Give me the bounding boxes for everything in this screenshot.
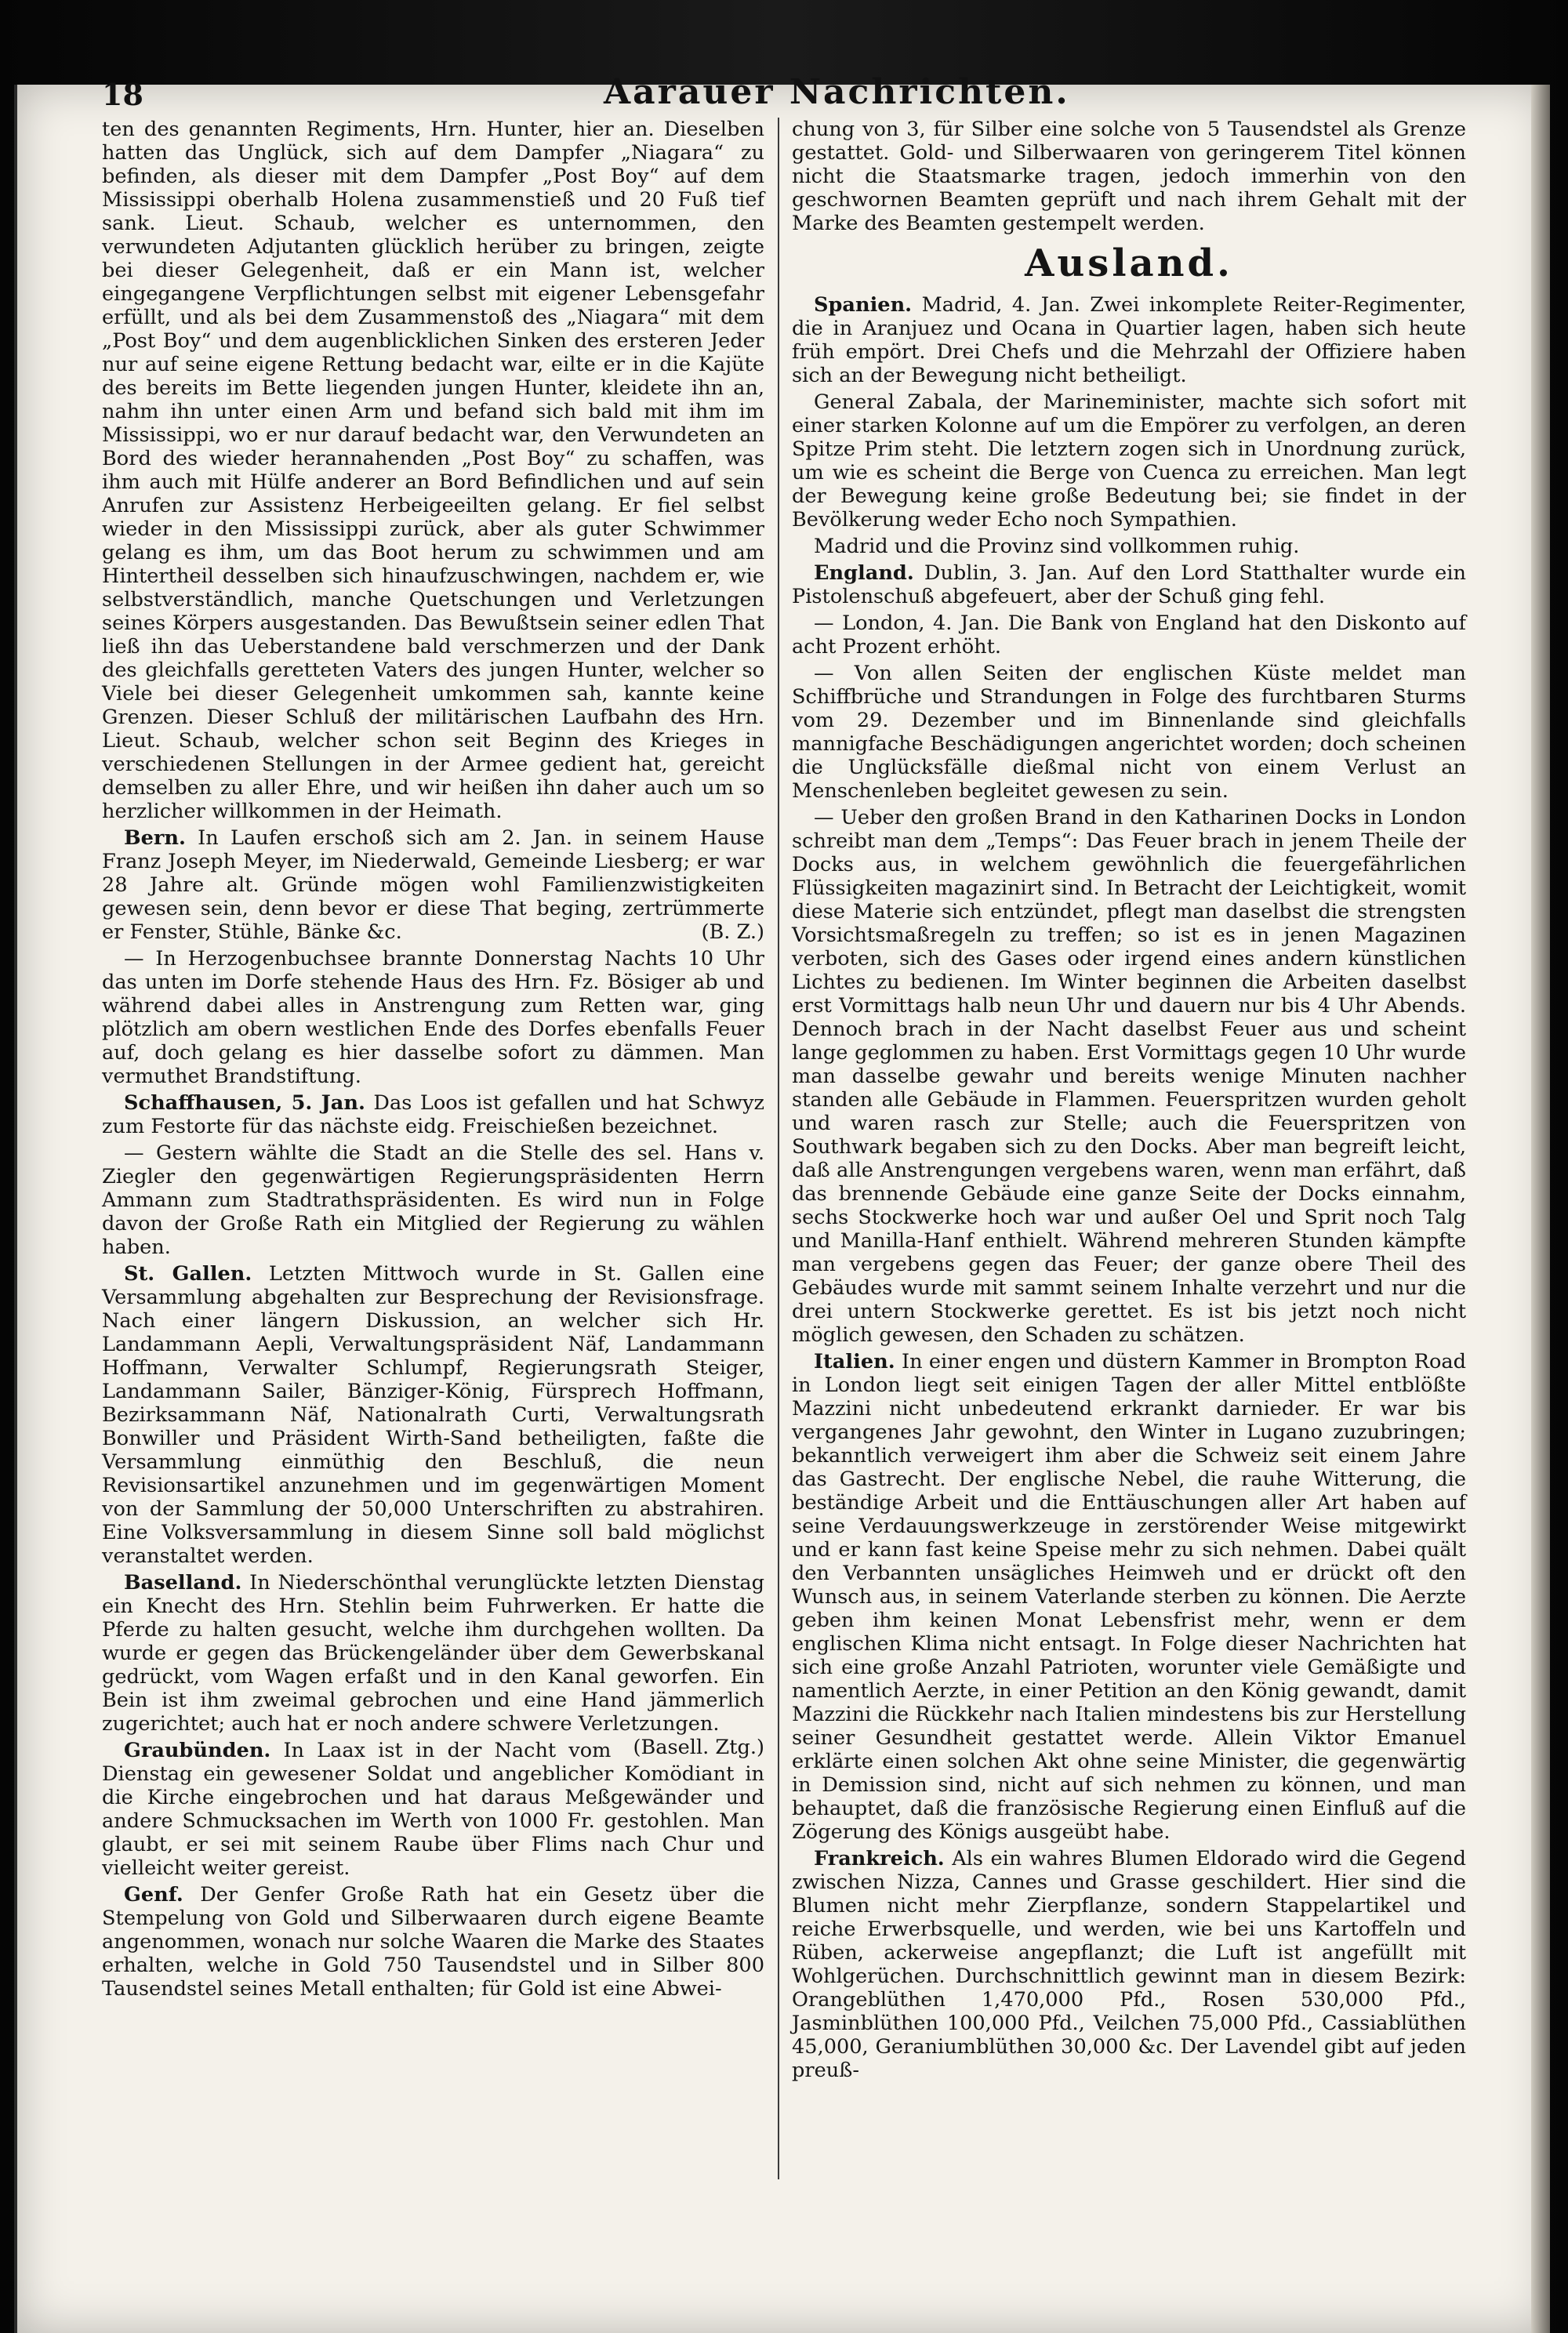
section-title-ausland: Ausland. (1025, 241, 1233, 285)
article-spanien-text: Madrid, 4. Jan. Zwei inkomplete Reiter-Regimenter, die in Aranjuez und Ocana in Quartier lagen, haben sich heute früh empört. Drei Chefs und die Mehrzahl der Offiziere haben sich an der Bewegung nicht betheiligt. (792, 293, 1467, 387)
newspaper-title: Aarauer Nachrichten. (604, 72, 1070, 112)
dateline-genf: Genf. (124, 1883, 183, 1907)
article-graubuenden (102, 1739, 764, 1880)
article-london: — London, 4. Jan. Die Bank von England hat den Diskonto auf acht Prozent erhöht. (792, 611, 1466, 659)
article-madrid: Madrid und die Provinz sind vollkommen ruhig. (814, 535, 1300, 558)
article-genf-text: Der Genfer Große Rath hat ein Gesetz über die Stempelung von Gold und Silberwaaren durch eigene Beamte angenommen, wonach nur solche Waaren die Marke des Staates erhalten, welche in Gold 750 Tausendstel und in Silber 800 Tausendstel seines Metall enthalten; für Gold ist eine Abwei- (102, 1883, 764, 2001)
article-herzogenbuchsee: — In Herzogenbuchsee brannte Donnerstag Nachts 10 Uhr das unten im Dorfe stehende Haus des Hrn. Fz. Bösiger ab und während dabei alles in Anstrengung zum Retten war, ging plötzlich am obern westlichen Ende des Dorfes ebenfalls Feuer auf, doch gelang es hier dasselbe sofort zu dämmen. Man vermuthet Brandstiftung. (102, 947, 764, 1088)
page-number: 18 (102, 77, 143, 112)
article-bern (102, 826, 764, 944)
article-italien-text: In einer engen und düstern Kammer in Brompton Road in London liegt seit einigen Tagen der aller Mittel entblößte Mazzini nicht unbedeutend erkrankt darnieder. Er war bis vergangenes Jahr gewohnt, den Winter in Lugano zuzubringen; bekanntlich verweigert ihm aber die Schweiz seit einem Jahre das Gastrecht. Der englische Nebel, die rauhe Witterung, die beständige Arbeit und die Enttäuschungen aller Art haben auf seine Verdauungswerkzeuge in zerstörender Weise mitgewirkt und er kann fast keine Speise mehr zu sich nehmen. Dabei quält den Verbannten unsägliches Heimweh und er drückt oft den Wunsch aus, in seinem Vaterlande sterben zu können. Die Aerzte geben ihm keinen Monat Lebensfrist mehr, wenn er dem englischen Klima nicht entsagt. In Folge dieser Nachrichten hat sich eine große Anzahl Patrioten, worunter viele Gemäßigte und namentlich Aerzte, in einer Petition an den König gewandt, damit Mazzini die Rückkehr nach Italien mindestens bis zur Herstellung seiner Gesundheit gestattet werde. Allein Viktor Emanuel erklärte einen solchen Akt ohne seine Minister, die gegenwärtig in Demission sind, nicht auf sich nehmen zu können, und man behauptet, daß die französische Regierung einen Einfluß auf die Zögerung des Königs ausgeübt habe. (792, 1350, 1466, 1844)
dateline-spanien: Spanien. (814, 293, 913, 317)
right-column (792, 118, 1466, 2085)
article-spanien (792, 293, 1466, 387)
article-docks: — Ueber den großen Brand in den Katharinen Docks in London schreibt man dem „Temps“: Das Feuer brach in jenem Theile der Docks aus, in welchem gewöhnlich die feuergefährlichen Flüssigkeiten magazinirt sind. In Betracht der Leichtigkeit, womit diese Materie sich entzündet, pflegt man daselbst die strengsten Vorsichtsmaßregeln zu treffen; so ist es in jenen Magazinen verboten, sich des Gases oder irgend eines andern künstlichen Lichtes zu bedienen. Im Winter beginnen die Arbeiten daselbst erst Vormittags halb neun Uhr und dauern nur bis 4 Uhr Abends. Dennoch brach in der Nacht daselbst Feuer aus und scheint lange geglommen zu haben. Erst Vormittags gegen 10 Uhr wurde man dasselbe gewahr und bereits wenige Minuten nachher standen alle Gebäude in Flammen. Feuerspritzen wurden geholt und waren rasch zur Stelle; auch die Feuerspritzen von Southwark begaben sich zu den Docks. Aber man begreift leicht, daß alle Anstrengungen vergebens waren, wenn man erfährt, daß das brennende Gebäude eine ganze Seite der Docks einnahm, sechs Stockwerke hoch war und außer Oel und Sprit noch Talg und Manilla-Hanf enthielt. Während mehreren Stunden kämpfte man vergebens gegen das Feuer; der ganze obere Theil des Gebäudes wurde mit sammt seinem Inhalte verzehrt und nur die drei untern Stockwerke gerettet. Es ist bis jetzt noch nicht möglich gewesen, den Schaden zu schätzen. (792, 806, 1466, 1347)
dateline-stgallen: St. Gallen. (124, 1262, 252, 1286)
article-stgallen (102, 1262, 764, 1568)
article-genf (102, 1883, 764, 2001)
dateline-frankreich: Frankreich. (814, 1847, 945, 1870)
source-baselland: (Basell. Ztg.) (633, 1736, 764, 1759)
article-hunter: ten des genannten Regiments, Hrn. Hunter, hier an. Dieselben hatten das Unglück, sich auf dem Dampfer „Niagara“ zu befinden, als dieser mit dem Dampfer „Post Boy“ auf dem Mississippi oberhalb Holena zusammenstieß und 20 Fuß tief sank. Lieut. Schaub, welcher es unternommen, den verwundeten Adjutanten glücklich herüber zu bringen, zeigte bei dieser Gelegenheit, daß er ein Mann ist, welcher eingegangene Verpflichtungen selbst mit eigener Lebensgefahr erfüllt, und als bei dem Zusammenstoß des „Niagara“ mit dem „Post Boy“ und dem augenblicklichen Sinken des ersteren Jeder nur auf seine eigene Rettung bedacht war, eilte er in die Kajüte des bereits im Bette liegenden jungen Hunter, kleidete ihn an, nahm ihn unter einen Arm und befand sich bald mit ihm im Mississippi, wo er nur darauf bedacht war, den Verwundeten an Bord des wieder herannahenden „Post Boy“ zu schaffen, was ihm auch mit Hülfe anderer an Bord Befindlichen und auf sein Anrufen zur Assistenz Herbeigeeilten gelang. Er fiel selbst wieder in den Mississippi zurück, aber als guter Schwimmer gelang es ihm, um das Boot herum zu schwimmen und am Hintertheil desselben sich hinaufzuschwingen, nachdem er, wie selbstverständlich, manche Quetschungen und Verletzungen seines Körpers ausgestanden. Das Bewußtsein seiner edlen That ließ ihn das Ueberstandene bald verschmerzen und der Dank des gleichfalls geretteten Vaters des jungen Hunter, welcher so Viele bei dieser Gelegenheit umkommen sah, kannte keine Grenzen. Dieser Schluß der militärischen Laufbahn des Hrn. Lieut. Schaub, welcher schon seit Beginn des Krieges in verschiedenen Stellungen in der Armee gedient hat, gereicht demselben zu aller Ehre, und wir heißen ihn daher auch um so herzlicher willkommen in der Heimath. (102, 118, 764, 823)
article-italien (792, 1350, 1466, 1844)
dateline-graubuenden: Graubünden. (124, 1739, 271, 1762)
article-graubuenden-text: In Laax ist in der Nacht vom Dienstag ein gewesener Soldat und angeblicher Komödiant in die Kirche eingebrochen und hat daraus Meßgewänder und andere Schmucksachen im Werth von 1000 Fr. gestohlen. Man glaubt, er sei mit seinem Raube über Flims nach Chur und vielleicht weiter gereist. (102, 1739, 764, 1880)
article-schaffhausen (102, 1091, 764, 1138)
article-schaffhausen-text: Das Loos ist gefallen und hat Schwyz zum Festorte für das nächste eidg. Freischießen bezeichnet. (102, 1091, 765, 1138)
article-england-text: Dublin, 3. Jan. Auf den Lord Statthalter wurde ein Pistolenschuß abgefeuert, aber der Schuß ging fehl. (792, 561, 1466, 608)
article-gestern: — Gestern wählte die Stadt an die Stelle des sel. Hans v. Ziegler den gegenwärtigen Regierungspräsidenten Herrn Ammann zum Stadtrathspräsidenten. Es wird nun in Folge davon der Große Rath ein Mitglied der Regierung zu wählen haben. (102, 1141, 764, 1259)
article-england (792, 561, 1466, 608)
page-spine-shadow (1531, 85, 1550, 2333)
article-kueste: — Von allen Seiten der englischen Küste meldet man Schiffbrüche und Strandungen in Folge des furchtbaren Sturms vom 29. Dezember und im Binnenlande sind gleichfalls mannigfache Beschädigungen angerichtet worden; doch scheinen die Unglücksfälle dießmal nicht von einem Verlust an Menschenleben begleitet gewesen zu sein. (792, 662, 1466, 803)
dateline-baselland: Baselland. (124, 1571, 242, 1595)
article-genf-continued: chung von 3, für Silber eine solche von 5 Tausendstel als Grenze gestattet. Gold- und Silberwaaren von geringerem Titel können nicht die Staatsmarke tragen, jedoch immerhin von den geschwornen Beamten geprüft und nach ihrem Gehalt mit der Marke des Beamten gestempelt werden. (792, 118, 1466, 235)
article-zabala: General Zabala, der Marineminister, machte sich sofort mit einer starken Kolonne auf um die Empörer zu verfolgen, an deren Spitze Prim steht. Die letztern zogen sich in Unordnung zurück, um wie es scheint die Berge von Cuenca zu erreichen. Man legt der Bewegung keine große Bedeutung bei; sie findet in der Bevölkerung weder Echo noch Sympathien. (792, 390, 1466, 532)
left-column (102, 118, 764, 2004)
article-frankreich-text: Als ein wahres Blumen Eldorado wird die Gegend zwischen Nizza, Cannes und Grasse geschildert. Hier sind die Blumen nicht mehr Zierpflanze, sondern Stappelartikel und reiche Erwerbsquelle, und werden, wie bei uns Kartoffeln und Rüben, ackerweise angepflanzt; die Luft ist angefüllt mit Wohlgerüchen. Durchschnittlich gewinnt man in diesem Bezirk: Orangeblüthen 1,470,000 Pfd., Rosen 530,000 Pfd., Jasminblüthen 100,000 Pfd., Veilchen 75,000 Pfd., Cassiablüthen 45,000, Geraniumblüthen 30,000 &c. Der Lavendel gibt auf jeden preuß- (792, 1847, 1466, 2082)
article-bern-text: In Laufen erschoß sich am 2. Jan. in seinem Hause Franz Joseph Meyer, im Niederwald, Gemeinde Liesberg; er war 28 Jahre alt. Gründe mögen wohl Familienzwistigkeiten gewesen sein, denn bevor er diese That beging, zertrümmerte er Fenster, Stühle, Bänke &c. (102, 826, 765, 944)
article-stgallen-text: Letzten Mittwoch wurde in St. Gallen eine Versammlung abgehalten zur Besprechung der Revisionsfrage. Nach einer längern Diskussion, an welcher sich Hr. Landammann Aepli, Verwaltungspräsident Näf, Landammann Hoffmann, Verwalter Schlumpf, Regierungsrath Steiger, Landammann Sailer, Bänziger-König, Fürsprech Hoffmann, Bezirksammann Näf, Nationalrath Curti, Verwaltungsrath Bonwiller und Präsident Wirth-Sand betheiligten, faßte die Versammlung einmüthig den Beschluß, die neun Revisionsartikel anzunehmen und im gegenwärtigen Moment von der Sammlung der 50,000 Unterschriften zu abstrahiren. Eine Volksversammlung in diesem Sinne soll bald möglichst veranstaltet werden. (102, 1262, 764, 1568)
article-baselland-text: In Niederschönthal verunglückte letzten Dienstag ein Knecht des Hrn. Stehlin beim Fuhrwerken. Er hatte die Pferde zu halten gesucht, welche ihm durchgehen wollten. Da wurde er gegen das Brückengeländer über dem Gewerbskanal gedrückt, vom Wagen erfaßt und in den Kanal geworfen. Ein Bein ist ihm zweimal gebrochen und eine Hand jämmerlich zugerichtet; auch hat er noch andere schwere Verletzungen. (102, 1571, 764, 1736)
article-frankreich (792, 1847, 1466, 2082)
dateline-italien: Italien. (814, 1350, 895, 1373)
dateline-schaffhausen: Schaffhausen, 5. Jan. (124, 1091, 365, 1115)
dateline-england: England. (814, 561, 914, 585)
source-bern: (B. Z.) (701, 920, 764, 944)
column-divider (778, 118, 779, 2179)
dateline-bern: Bern. (124, 826, 186, 850)
page-header (102, 72, 1435, 114)
